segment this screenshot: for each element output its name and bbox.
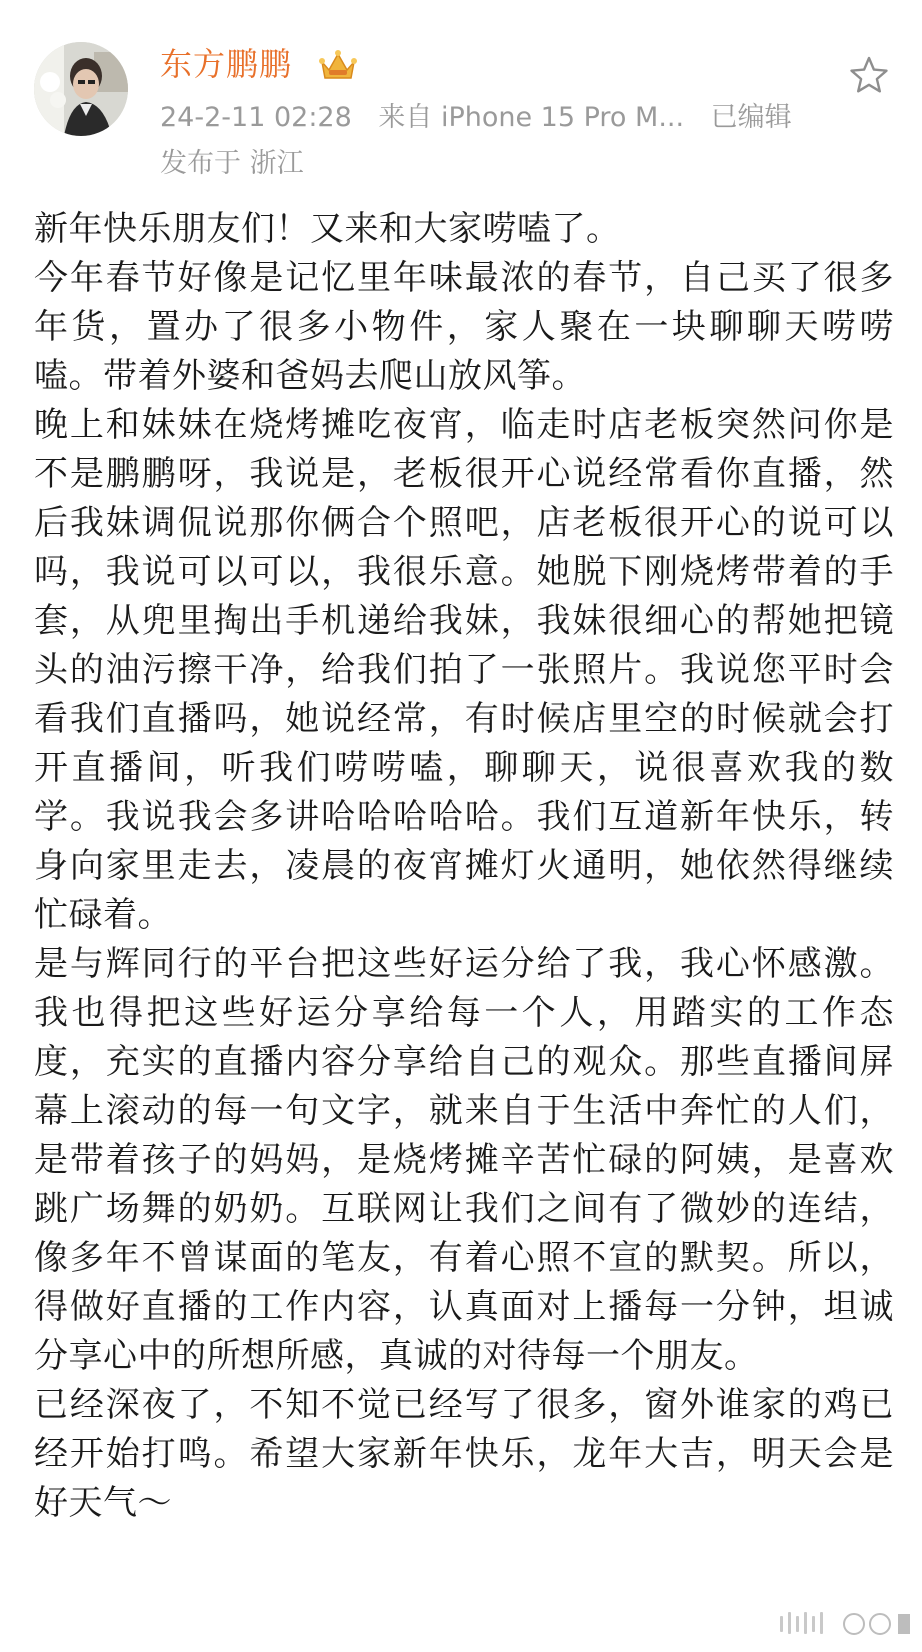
paragraph: 是与辉同行的平台把这些好运分给了我，我心怀感激。我也得把这些好运分享给每一个人，用踏实的工作态度，充实的直播内容分享给自己的观众。那些直播间屏幕上滚动的每一句文字，就来自于生活中奔忙的人们，是带着孩子的妈妈，是烧烤摊辛苦忙碌的阿姨，是喜欢跳广场舞的奶奶。互联网让我们之间有了微妙的连结，像多年不曾谋面的笔友，有着心照不宣的默契。所以，得做好直播的工作内容，认真面对上播每一分钟，坦诚分享心中的所想所感，真诚的对待每一个朋友。 [34,944,894,1376]
post-body [34,205,894,1528]
paragraph: 晚上和妹妹在烧烤摊吃夜宵，临走时店老板突然问你是不是鹏鹏呀，我说是，老板很开心说经常看你直播，然后我妹调侃说那你俩合个照吧，店老板很开心的说可以吗，我说可以可以，我很乐意。她脱下刚烧烤带着的手套，从兜里掏出手机递给我妹，我妹很细心的帮她把镜头的油污擦干净，给我们拍了一张照片。我说您平时会看我们直播吗，她说经常，有时候店里空的时候就会打开直播间，听我们唠唠嗑，聊聊天，说很喜欢我的数学。我说我会多讲哈哈哈哈哈。我们互道新年快乐，转身向家里走去，凌晨的夜宵摊灯火通明，她依然得继续忙碌着。 [34,405,894,935]
watermark-graphic [776,1608,916,1638]
post-source[interactable]: 来自 iPhone 15 Pro M... [378,102,685,133]
crown-icon [318,48,358,82]
post-date: 24-2-11 02:28 [160,102,352,133]
avatar[interactable] [34,42,128,136]
star-icon[interactable] [848,54,890,96]
avatar-image [34,42,128,136]
paragraph: 新年快乐朋友们！又来和大家唠嗑了。 [34,209,621,249]
edited-label[interactable]: 已编辑 [710,102,792,133]
paragraph: 今年春节好像是记忆里年味最浓的春节，自己买了很多年货，置办了很多小物件，家人聚在一块聊聊天唠唠嗑。带着外婆和爸妈去爬山放风筝。 [34,258,894,396]
post-meta [160,98,810,138]
post-location: 发布于 浙江 [160,148,304,179]
post-header [0,0,922,200]
paragraph: 已经深夜了，不知不觉已经写了很多，窗外谁家的鸡已经开始打鸣。希望大家新年快乐，龙年大吉，明天会是好天气～ [34,1385,894,1523]
author-name[interactable]: 东方鹏鹏 [160,45,293,83]
